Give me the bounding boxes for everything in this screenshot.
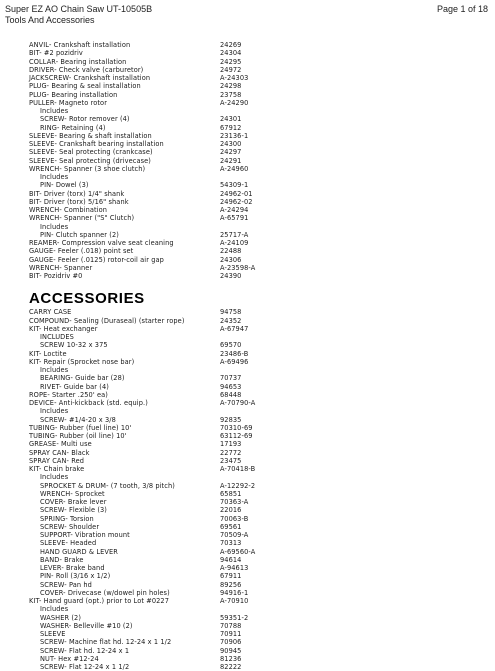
part-description: SLEEVE- Crankshaft bearing installation (29, 140, 164, 148)
part-number: 70313 (220, 539, 242, 548)
part-row (29, 223, 279, 231)
part-number: 81236 (220, 654, 242, 663)
part-description: HAND GUARD & LEVER (40, 547, 118, 556)
part-row (29, 597, 279, 605)
part-number: 69570 (220, 341, 242, 350)
part-row (29, 374, 279, 382)
part-number: 23758 (220, 90, 242, 99)
part-row (29, 74, 279, 82)
tools-list (29, 41, 279, 280)
part-number: 22488 (220, 247, 242, 256)
part-row (29, 655, 279, 663)
part-row (29, 407, 279, 415)
part-number: 23475 (220, 456, 242, 465)
part-number: 70363-A (220, 498, 249, 506)
part-row (29, 82, 279, 90)
part-description: Includes (40, 407, 69, 416)
part-description: NUT- Hex #12-24 (40, 654, 99, 663)
part-description: ROPE- Starter .250' ea) (29, 390, 108, 399)
part-number: 22772 (220, 448, 242, 457)
part-description: KIT- Heat exchanger (29, 324, 98, 333)
part-row (29, 256, 279, 264)
part-number: A-24294 (220, 206, 249, 214)
part-description: GAUGE- Feeler (.0125) rotor-coil air gap (29, 255, 164, 264)
part-row (29, 190, 279, 198)
part-number: 54309-1 (220, 181, 249, 190)
part-description: KIT- Hand guard (opt.) prior to Lot #0227 (29, 597, 170, 605)
part-row (29, 264, 279, 272)
part-description: GREASE- Multi use (29, 440, 92, 449)
part-description: SPRING- Torsion (40, 514, 94, 523)
part-row (29, 115, 279, 123)
part-row (29, 556, 279, 564)
part-number: 69561 (220, 522, 242, 531)
part-description: BIT- #2 pozidriv (29, 49, 83, 58)
part-number: 24972 (220, 65, 242, 74)
part-description: SCREW- Flat 12-24 x 1 1/2 (40, 663, 130, 671)
part-description: SCREW- Flexible (3) (40, 506, 107, 515)
part-number: 24297 (220, 148, 242, 157)
part-number: A-24303 (220, 74, 249, 82)
part-row (29, 539, 279, 547)
part-description: WASHER- Belleville #10 (2) (40, 621, 133, 630)
part-number: 70063-B (220, 514, 249, 523)
part-description: WRENCH- Sprocket (40, 489, 105, 498)
part-row (29, 173, 279, 181)
part-number: A-70790-A (220, 399, 256, 407)
part-description: COMPOUND- Sealing (Duraseal) (starter rope) (29, 316, 185, 325)
part-description: SCREW- Pan hd (40, 580, 92, 589)
part-number: 67912 (220, 123, 242, 132)
part-number: 92835 (220, 415, 242, 424)
part-row (29, 341, 279, 349)
part-description: SCREW- Machine flat hd. 12-24 x 1 1/2 (40, 638, 172, 647)
part-row (29, 465, 279, 473)
part-number: 24352 (220, 316, 242, 325)
part-row (29, 432, 279, 440)
part-row (29, 531, 279, 539)
part-description: SLEEVE (40, 630, 66, 638)
document-subtitle: Tools And Accessories (5, 15, 95, 25)
part-number: A-69496 (220, 357, 249, 366)
part-number: 24298 (220, 82, 242, 91)
part-description: KIT- Chain brake (29, 465, 85, 473)
part-row (29, 157, 279, 165)
part-number: A-94613 (220, 564, 249, 572)
part-number: 22016 (220, 506, 242, 515)
part-description: SCREW- Flat hd. 12-24 x 1 (40, 646, 130, 655)
part-number: 23136-1 (220, 131, 249, 140)
part-number: 70310-69 (220, 423, 253, 432)
part-description: Includes (40, 473, 69, 482)
part-number: 24306 (220, 255, 242, 264)
part-row (29, 49, 279, 57)
part-number: 24295 (220, 57, 242, 66)
part-row (29, 457, 279, 465)
part-row (29, 449, 279, 457)
part-number: 94758 (220, 308, 242, 317)
part-description: PIN- Dowel (3) (40, 181, 89, 190)
part-row (29, 214, 279, 222)
part-description: PLUG- Bearing installation (29, 90, 118, 99)
part-description: LEVER- Brake band (40, 564, 105, 572)
part-description: PIN- Roll (3/16 x 1/2) (40, 572, 111, 581)
part-description: PIN- Clutch spanner (2) (40, 230, 119, 239)
part-row (29, 564, 279, 572)
part-description: TUBING- Rubber (fuel line) 10' (29, 423, 132, 432)
part-number: A-67947 (220, 324, 249, 333)
part-description: BIT- Pozidriv #0 (29, 272, 83, 280)
part-number: 70788 (220, 621, 242, 630)
part-number: 70911 (220, 630, 242, 638)
part-description: JACKSCREW- Crankshaft installation (29, 74, 151, 82)
part-row (29, 663, 279, 671)
part-description: KIT- Loctite (29, 349, 67, 358)
part-row (29, 325, 279, 333)
part-row (29, 99, 279, 107)
part-row (29, 247, 279, 255)
part-description: PLUG- Bearing & seal installation (29, 82, 141, 91)
part-description: WASHER (2) (40, 613, 81, 622)
part-row (29, 638, 279, 646)
part-description: SCREW 10-32 x 375 (40, 341, 108, 350)
part-row (29, 399, 279, 407)
accessories-heading: ACCESSORIES (29, 290, 145, 308)
part-row (29, 124, 279, 132)
part-row (29, 148, 279, 156)
part-number: 67911 (220, 572, 242, 581)
part-description: Includes (40, 173, 69, 181)
part-row (29, 91, 279, 99)
part-number: 59351-2 (220, 613, 249, 622)
part-row (29, 206, 279, 214)
part-number: 82222 (220, 663, 242, 671)
part-row (29, 647, 279, 655)
part-description: SCREW- #1/4-20 x 3/8 (40, 415, 116, 424)
part-number: A-70418-B (220, 465, 256, 473)
part-description: TUBING- Rubber (oil line) 10' (29, 432, 127, 440)
part-row (29, 107, 279, 115)
part-row (29, 308, 279, 316)
part-row (29, 140, 279, 148)
part-description: PULLER- Magneto rotor (29, 98, 108, 107)
part-number: 24269 (220, 41, 242, 49)
part-description: SLEEVE- Bearing & shaft installation (29, 131, 152, 140)
part-number: 94653 (220, 382, 242, 391)
part-number: 17193 (220, 440, 242, 449)
accessories-list (29, 308, 279, 671)
part-description: Includes (40, 222, 69, 231)
part-row (29, 165, 279, 173)
part-number: 24301 (220, 115, 242, 124)
part-number: 94614 (220, 555, 242, 564)
part-row (29, 239, 279, 247)
part-row (29, 506, 279, 514)
part-description: WRENCH- Combination (29, 206, 108, 214)
part-row (29, 383, 279, 391)
part-row (29, 231, 279, 239)
part-number: A-23598-A (220, 263, 256, 272)
part-description: SLEEVE- Seal protecting (crankcase) (29, 148, 153, 157)
part-row (29, 424, 279, 432)
part-description: GAUGE- Feeler (.018) point set (29, 247, 134, 256)
part-description: COVER- Brake lever (40, 498, 107, 506)
part-row (29, 440, 279, 448)
part-row (29, 132, 279, 140)
part-number: 24304 (220, 49, 242, 58)
part-description: REAMER- Compression valve seat cleaning (29, 239, 174, 247)
part-number: 90945 (220, 646, 242, 655)
part-row (29, 589, 279, 597)
part-number: 24390 (220, 272, 242, 280)
part-row (29, 482, 279, 490)
part-number: 23486-B (220, 349, 249, 358)
part-description: Includes (40, 107, 69, 115)
part-row (29, 350, 279, 358)
part-row (29, 498, 279, 506)
part-row (29, 614, 279, 622)
part-row (29, 490, 279, 498)
part-description: INCLUDES (40, 333, 74, 341)
part-description: Includes (40, 605, 69, 614)
part-description: SUPPORT- Vibration mount (40, 531, 130, 539)
part-row (29, 358, 279, 366)
part-description: RING- Retaining (4) (40, 123, 106, 132)
part-row (29, 622, 279, 630)
part-description: SPRAY CAN- Red (29, 456, 85, 465)
part-number: A-12292-2 (220, 481, 256, 490)
part-number: A-24960 (220, 164, 249, 173)
part-row (29, 41, 279, 49)
page-number: Page 1 of 18 (436, 4, 488, 14)
part-row (29, 630, 279, 638)
part-number: A-69560-A (220, 547, 256, 556)
part-description: DEVICE- Anti-kickback (std. equip.) (29, 399, 148, 407)
part-number: A-24109 (220, 239, 249, 247)
part-description: SLEEVE- Headed (40, 539, 97, 548)
part-number: 68448 (220, 390, 242, 399)
part-row (29, 272, 279, 280)
part-description: CARRY CASE (29, 308, 72, 317)
part-row (29, 605, 279, 613)
part-description: BIT- Driver (torx) 5/16" shank (29, 197, 129, 206)
part-row (29, 515, 279, 523)
part-row (29, 366, 279, 374)
part-number: 25717-A (220, 230, 249, 239)
part-number: 24300 (220, 140, 242, 148)
part-row (29, 416, 279, 424)
part-number: 24291 (220, 156, 242, 165)
part-number: 70509-A (220, 531, 249, 539)
part-row (29, 333, 279, 341)
part-number: A-70910 (220, 597, 249, 605)
part-number: 70906 (220, 638, 242, 647)
part-description: Includes (40, 366, 69, 374)
part-row (29, 66, 279, 74)
part-number: 89256 (220, 580, 242, 589)
part-description: SCREW- Shoulder (40, 522, 100, 531)
part-row (29, 473, 279, 481)
part-number: 70737 (220, 374, 242, 383)
part-number: A-24290 (220, 98, 249, 107)
part-description: WRENCH- Spanner (3 shoe clutch) (29, 164, 146, 173)
part-row (29, 572, 279, 580)
parts-list (29, 41, 279, 671)
part-number: 24962-01 (220, 189, 253, 198)
document-title: Super EZ AO Chain Saw UT-10505B (5, 4, 153, 14)
part-description: DRIVER- Check valve (carburetor) (29, 65, 144, 74)
part-row (29, 198, 279, 206)
part-number: 24962-02 (220, 197, 253, 206)
part-description: BEARING- Guide bar (28) (40, 374, 125, 383)
part-description: BAND- Brake (40, 555, 84, 564)
part-row (29, 581, 279, 589)
page-header (5, 3, 488, 29)
part-row (29, 181, 279, 189)
part-description: RIVET- Guide bar (4) (40, 382, 109, 391)
part-description: SCREW- Rotor remover (4) (40, 115, 130, 124)
part-number: 65851 (220, 489, 242, 498)
part-description: SPROCKET & DRUM- (7 tooth, 3/8 pitch) (40, 481, 175, 490)
part-row (29, 548, 279, 556)
part-description: COVER- Drivecase (w/dowel pin holes) (40, 588, 170, 597)
part-row (29, 58, 279, 66)
part-description: BIT- Driver (torx) 1/4" shank (29, 189, 125, 198)
part-description: COLLAR- Bearing installation (29, 57, 127, 66)
part-description: WRENCH- Spanner ("S" Clutch) (29, 214, 135, 223)
part-description: SPRAY CAN- Black (29, 448, 90, 457)
part-description: WRENCH- Spanner (29, 263, 93, 272)
part-description: KIT- Repair (Sprocket nose bar) (29, 357, 135, 366)
part-number: 63112-69 (220, 432, 253, 440)
part-number: A-65791 (220, 214, 249, 223)
part-number: 94916-1 (220, 588, 249, 597)
part-description: ANVIL- Crankshaft installation (29, 41, 131, 49)
part-description: SLEEVE- Seal protecting (drivecase) (29, 156, 151, 165)
part-row (29, 391, 279, 399)
part-row (29, 523, 279, 531)
part-row (29, 317, 279, 325)
